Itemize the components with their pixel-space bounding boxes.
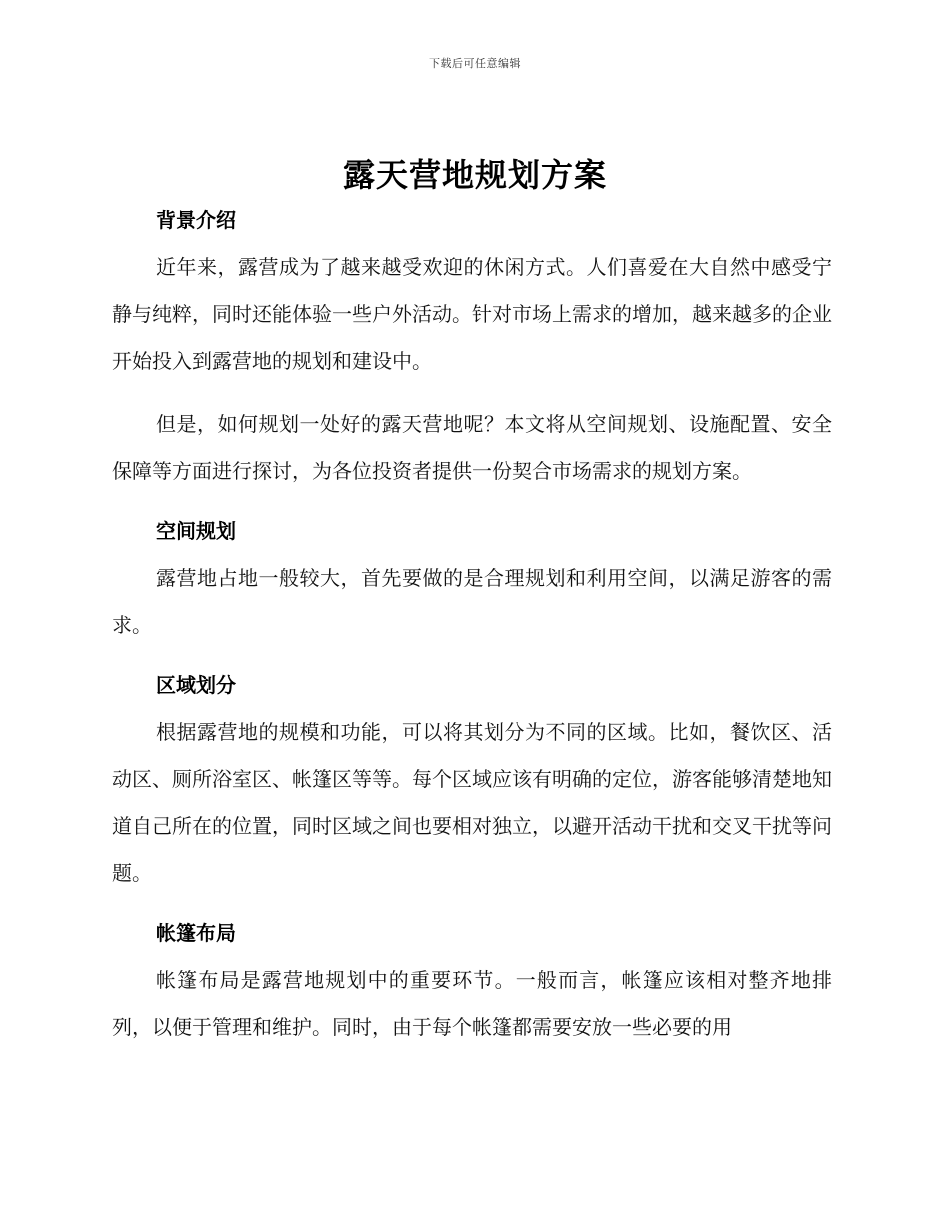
section-space-planning xyxy=(112,511,832,665)
paragraph: 但是，如何规划一处好的露天营地呢？本文将从空间规划、设施配置、安全保障等方面进行探讨，为各位投资者提供一份契合市场需求的规划方案。 xyxy=(112,412,832,483)
section-heading: 背景介绍 xyxy=(156,208,236,232)
paragraph: 露营地占地一般较大，首先要做的是合理规划和利用空间，以满足游客的需求。 xyxy=(112,566,832,637)
section-heading: 帐篷布局 xyxy=(156,921,236,945)
document-body xyxy=(112,200,832,1051)
section-heading: 区域划分 xyxy=(156,673,236,697)
document-title: 露天营地规划方案 xyxy=(342,156,607,194)
section-tent-layout xyxy=(112,913,832,1051)
section-zoning xyxy=(112,665,832,913)
paragraph: 根据露营地的规模和功能，可以将其划分为不同的区域。比如，餐饮区、活动区、厕所浴室区、帐篷区等等。每个区域应该有明确的定位，游客能够清楚地知道自己所在的位置，同时区域之间也要相对独立，以避开活动干扰和交叉干扰等问题。 xyxy=(112,720,832,885)
section-heading: 空间规划 xyxy=(156,519,236,543)
header-note: 下载后可任意编辑 xyxy=(429,57,521,70)
paragraph: 帐篷布局是露营地规划中的重要环节。一般而言，帐篷应该相对整齐地排列，以便于管理和维护。同时，由于每个帐篷都需要安放一些必要的用 xyxy=(112,968,832,1039)
paragraph: 近年来，露营成为了越来越受欢迎的休闲方式。人们喜爱在大自然中感受宁静与纯粹，同时还能体验一些户外活动。针对市场上需求的增加，越来越多的企业开始投入到露营地的规划和建设中。 xyxy=(112,255,832,373)
section-background xyxy=(112,200,832,511)
